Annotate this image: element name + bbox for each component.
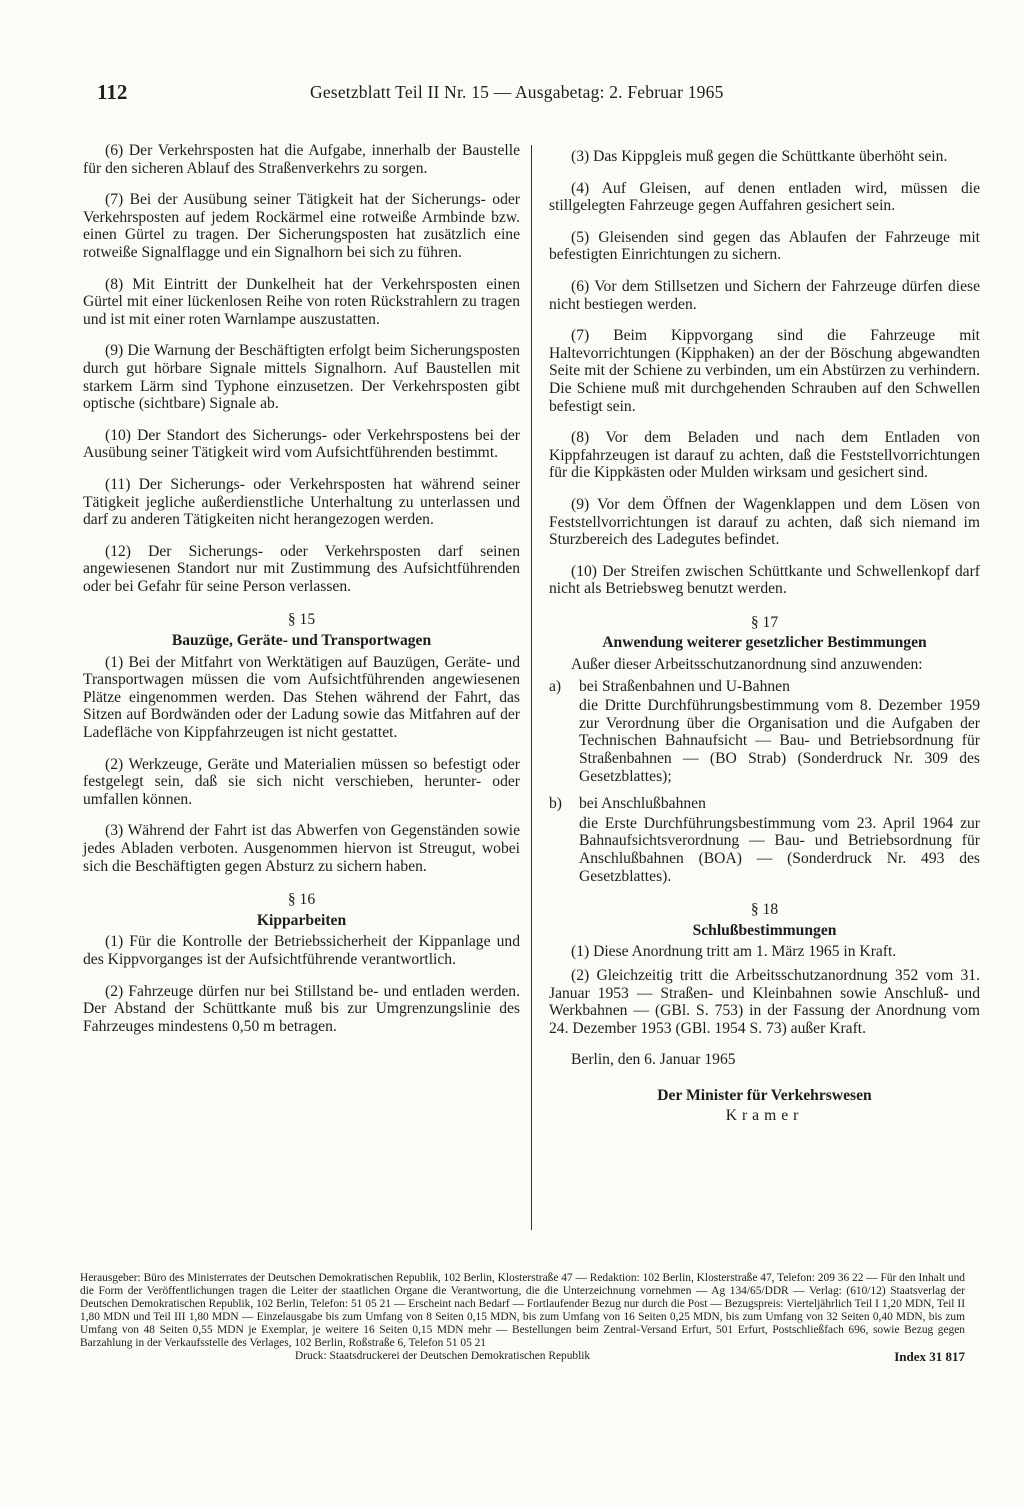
- list-item-label: b): [549, 795, 562, 813]
- list-item: [549, 678, 980, 696]
- list-item-body: die Dritte Durchführungsbestimmung vom 8. Dezember 1959 zur Verordnung über die Organisation und die Aufgaben der Technischen Bahnaufsicht — Bau- und Betriebsordnung für Straßenbahnen — (BO Strab) (Sonderdruck Nr. 309 des Gesetzblattes);: [579, 697, 980, 785]
- paragraph: (10) Der Standort des Sicherungs- oder Verkehrspostens bei der Ausübung seiner Tätigkeit wird vom Aufsichtführenden bestimmt.: [83, 426, 520, 462]
- list-item: [549, 795, 980, 813]
- paragraph: (7) Bei der Ausübung seiner Tätigkeit hat der Sicherungs- oder Verkehrsposten auf jedem Rockärmel eine rotweiße Armbinde bzw. einen Gürtel zu tragen. Der Sicherungsposten hat zusätzlich eine rotweiße Signalflagge und ein Signalhorn bei sich zu führen.: [83, 191, 520, 261]
- place-date: Berlin, den 6. Januar 1965: [571, 1051, 736, 1069]
- column-divider: [531, 145, 532, 1230]
- paragraph: (12) Der Sicherungs- oder Verkehrsposten darf seinen angewiesenen Standort nur mit Zustimmung des Aufsichtführenden oder bei Gefahr für seine Person verlassen.: [83, 542, 520, 595]
- left-column: [83, 142, 520, 1049]
- paragraph: (10) Der Streifen zwischen Schüttkante und Schwellenkopf darf nicht als Betriebsweg benutzt werden.: [549, 562, 980, 598]
- list-item-head: bei Anschlußbahnen: [579, 795, 706, 813]
- paragraph: (6) Der Verkehrsposten hat die Aufgabe, innerhalb der Baustelle für den sicheren Ablauf des Straßenverkehrs zu sorgen.: [83, 142, 520, 177]
- section-number: § 16: [287, 891, 316, 909]
- section-title: Bauzüge, Geräte- und Transportwagen: [171, 632, 432, 650]
- paragraph: (1) Bei der Mitfahrt von Werktätigen auf Bauzügen, Geräte- und Transportwagen müssen die vom Aufsichtführenden angewiesenen Plätze eingenommen werden. Das Stehen während der Fahrt, das Sitzen auf Bordwänden oder der Ladung sowie das Mitfahren auf der Ladefläche von Kippfahrzeugen ist nicht gestattet.: [83, 653, 520, 742]
- signatory-title: Der Minister für Verkehrswesen: [657, 1086, 872, 1104]
- paragraph: (1) Für die Kontrolle der Betriebssicherheit der Kippanlage und des Kippvorganges ist der Aufsichtführende verantwortlich.: [83, 933, 520, 968]
- paragraph: (4) Auf Gleisen, auf denen entladen wird, müssen die stillgelegten Fahrzeuge gegen Auffahren gesichert sein.: [549, 179, 980, 215]
- section-number: § 18: [750, 901, 779, 919]
- imprint-footer: [80, 1272, 965, 1363]
- list-item-body: die Erste Durchführungsbestimmung vom 23. April 1964 zur Bahnaufsichtsverordnung — Bau- und Betriebsordnung für Anschlußbahnen (BOA) — (Sonderdruck Nr. 493 des Gesetzblattes).: [579, 814, 980, 885]
- paragraph: (3) Während der Fahrt ist das Abwerfen von Gegenständen sowie jedes Abladen verboten. Ausgenommen hiervon ist Streugut, wobei sich die Beschäftigten gegen Absturz zu sichern haben.: [83, 822, 520, 875]
- running-head: Gesetzblatt Teil II Nr. 15 — Ausgabetag: 2. Februar 1965: [310, 82, 724, 102]
- paragraph: (5) Gleisenden sind gegen das Ablaufen der Fahrzeuge mit befestigten Einrichtungen zu sichern.: [549, 228, 980, 264]
- imprint-last-line: [80, 1350, 965, 1363]
- page-header: [97, 80, 967, 108]
- paragraph: (1) Diese Anordnung tritt am 1. März 1965 in Kraft.: [571, 943, 897, 961]
- paragraph: (3) Das Kippgleis muß gegen die Schüttkante überhöht sein.: [571, 148, 948, 165]
- paragraph: (8) Mit Eintritt der Dunkelheit hat der Verkehrsposten einen Gürtel mit einer lückenlosen Reihe von roten Rückstrahlern zu tragen und ist mit einer roten Warnlampe auszustatten.: [83, 275, 520, 328]
- page-number: 112: [97, 80, 128, 104]
- section-intro: Außer dieser Arbeitsschutzanordnung sind anzuwenden:: [571, 656, 923, 674]
- paragraph: (8) Vor dem Beladen und nach dem Entladen von Kippfahrzeugen ist darauf zu achten, daß die Feststellvorrichtungen für die Kippkästen oder Mulden wirksam und gesichert sind.: [549, 429, 980, 482]
- list-item-head: bei Straßenbahnen und U-Bahnen: [579, 677, 790, 695]
- paragraph: (2) Gleichzeitig tritt die Arbeitsschutzanordnung 352 vom 31. Januar 1953 — Straßen- und Kleinbahnen sowie Anschluß- und Werkbahnen — (GBl. S. 753) in der Fassung der Anordnung vom 24. Dezember 1953 (GBl. 1954 S. 73) außer Kraft.: [549, 966, 980, 1037]
- list-item-label: a): [549, 677, 562, 695]
- printer-line: Druck: Staatsdruckerei der Deutschen Demokratischen Republik: [295, 1350, 591, 1362]
- paragraph: (6) Vor dem Stillsetzen und Sichern der Fahrzeuge dürfen diese nicht bestiegen werden.: [549, 277, 980, 313]
- section-title: Anwendung weiterer gesetzlicher Bestimmungen: [602, 634, 927, 652]
- section-number: § 15: [287, 611, 316, 629]
- paragraph: (9) Die Warnung der Beschäftigten erfolgt beim Sicherungsposten durch gut hörbare Signale mittels Signalhorn. Auf Baustellen mit starkem Lärm sind Typhone einzusetzen. Der Verkehrsposten gibt optische (sichtbare) Signale ab.: [83, 342, 520, 413]
- section-title: Schlußbestimmungen: [692, 921, 837, 939]
- index-number: Index 31 817: [894, 1349, 965, 1364]
- imprint-text: Herausgeber: Büro des Ministerrates der Deutschen Demokratischen Republik, 102 Berlin, Klosterstraße 47 — Redaktion: 102 Berlin, Klosterstraße 47, Telefon: 209 36 22 — Für den Inhalt und die Form der Veröffentlichungen tragen die Leiter der staatlichen Organe die Verantwortung, die die Unterzeichnung vornehmen — Ag 134/65/DDR — Verlag: (610/12) Staatsverlag der Deutschen Demokratischen Republik, 102 Berlin, Telefon: 51 05 21 — Erscheint nach Bedarf — Fortlaufender Bezug nur durch die Post — Bezugspreis: Vierteljährlich Teil I 1,20 MDN, Teil II 1,80 MDN und Teil III 1,80 MDN — Einzelausgabe bis zum Umfang von 8 Seiten 0,15 MDN, bis zum Umfang von 16 Seiten 0,25 MDN, bis zum Umfang von 32 Seiten 0,40 MDN, bis zum Umfang von 48 Seiten 0,55 MDN je Exemplar, je weitere 16 Seiten 0,15 MDN mehr — Bestellungen beim Zentral-Versand Erfurt, 501 Erfurt, Postschließfach 696, sowie Bezug gegen Barzahlung in der Verkaufsstelle des Verlages, 102 Berlin, Roßstraße 6, Telefon 51 05 21: [80, 1272, 965, 1349]
- paragraph: (7) Beim Kippvorgang sind die Fahrzeuge mit Haltevorrichtungen (Kipphaken) an der der Böschung abgewandten Seite mit der Schiene zu verbinden, um ein Abstürzen zu verhindern. Die Schiene muß mit durchgehenden Schrauben auf den Schwellen befestigt sein.: [549, 327, 980, 415]
- paragraph: (2) Werkzeuge, Geräte und Materialien müssen so befestigt oder festgelegt sein, daß sie sich nicht verschieben, herunter- oder umfallen können.: [83, 755, 520, 808]
- paragraph: (11) Der Sicherungs- oder Verkehrsposten hat während seiner Tätigkeit jegliche außerdienstliche Unterhaltung zu unterlassen und darf zu anderen Tätigkeiten nicht herangezogen werden.: [83, 475, 520, 529]
- section-title: Kipparbeiten: [256, 911, 347, 929]
- paragraph: (2) Fahrzeuge dürfen nur bei Stillstand be- und entladen werden. Der Abstand der Schüttkante muß bis zur Umgrenzungslinie des Fahrzeuges mindestens 0,50 m betragen.: [83, 982, 520, 1035]
- section-number: § 17: [750, 613, 779, 631]
- paragraph: (9) Vor dem Öffnen der Wagenklappen und dem Lösen von Feststellvorrichtungen ist darauf zu achten, daß sich niemand im Sturzbereich des Ladegutes befindet.: [549, 495, 980, 549]
- right-column: [549, 148, 980, 1124]
- signatory-name: Kramer: [725, 1106, 804, 1124]
